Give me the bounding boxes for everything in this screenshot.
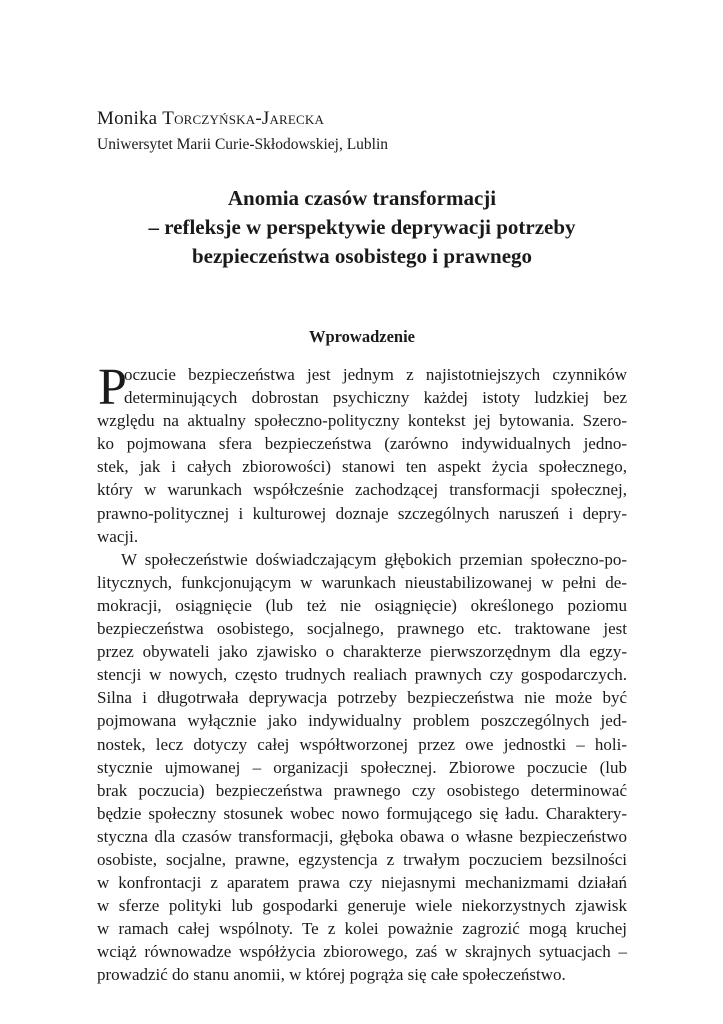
text-line: w konfrontacji z aparatem prawa czy niejasnymi mechanizmami działań — [97, 873, 627, 893]
text-line: wciąż równowadze współżycia zbiorowego, zaś w skrajnych sytuacjach – — [97, 942, 627, 962]
text-line: przez obywateli jako zjawisko o charakterze pierwszorzędnym dla egzy- — [97, 642, 627, 662]
author-affiliation: Uniwersytet Marii Curie-Skłodowskiej, Lublin — [97, 136, 389, 153]
drop-cap: P — [98, 359, 127, 416]
text-line: determinujących dobrostan psychiczny każdej istoty ludzkiej bez — [124, 388, 627, 408]
author-first-name: Monika — [97, 108, 158, 129]
text-line: względu na aktualny społeczno-polityczny kontekst jej bytowania. Szero- — [97, 411, 627, 431]
text-line: prawno-politycznej i kulturowej doznaje szczególnych naruszeń i depry- — [97, 503, 627, 523]
text-line: osobiste, socjalne, prawne, egzystencja z trwałym poczuciem bezsilności — [97, 849, 627, 869]
text-line: styczna dla czasów transformacji, głęboka obawa o własne bezpieczeństwo — [97, 826, 627, 846]
text-line: bezpieczeństwa osobistego, socjalnego, prawnego etc. traktowane jest — [97, 619, 627, 639]
paragraph-1 — [97, 359, 627, 548]
text-line: mokracji, osiągnięcie (lub też nie osiągnięcie) określonego poziomu — [97, 595, 627, 615]
article-title — [97, 184, 627, 271]
text-line: nostek, lecz dotyczy całej współtworzonej przez owe jednostki – holi- — [97, 734, 627, 754]
text-line: W społeczeństwie doświadczającym głębokich przemian społeczno-po- — [121, 549, 627, 569]
paragraph-2 — [97, 548, 627, 987]
text-line: będzie społeczny stosunek wobec nowo formującego się ładu. Charaktery- — [97, 803, 627, 823]
text-line: prowadzić do stanu anomii, w której pogrąża się całe społeczeństwo. — [97, 965, 566, 985]
text-line: litycznych, funkcjonującym w warunkach nieustabilizowanej w pełni de- — [97, 572, 627, 592]
text-line: stycznie ujmowanej – organizacji społecznej. Zbiorowe poczucie (lub — [97, 757, 627, 777]
text-line: który w warunkach współcześnie zachodzącej transformacji społecznej, — [97, 480, 627, 500]
title-line: Anomia czasów transformacji — [227, 186, 497, 210]
title-line: bezpieczeństwa osobistego i prawnego — [191, 244, 533, 268]
body-text — [97, 359, 627, 987]
text-line: brak poczucia) bezpieczeństwa prawnego czy osobistego determinować — [97, 780, 627, 800]
text-line: stencji w nowych, często trudnych realiach prawnych czy gospodarczych. — [97, 665, 627, 685]
author-name — [97, 107, 324, 131]
text-line: pojmowana wyłącznie jako indywidualny problem poszczególnych jed- — [97, 711, 627, 731]
text-line: stek, jak i całych zbiorowości) stanowi ten aspekt życia społecznego, — [97, 457, 627, 477]
text-line: ko pojmowana sfera bezpieczeństwa (zarówno indywidualnych jedno- — [97, 434, 627, 454]
title-line: – refleksje w perspektywie deprywacji potrzeby — [148, 215, 576, 239]
text-line: w sferze polityki lub gospodarki generuje wiele niekorzystnych zjawisk — [97, 896, 627, 916]
text-line: w ramach całej wspólnoty. Te z kolei poważnie zagrozić mogą kruchej — [97, 919, 627, 939]
text-line: oczucie bezpieczeństwa jest jednym z najistotniejszych czynników — [124, 365, 627, 384]
section-heading: Wprowadzenie — [308, 327, 416, 346]
text-line: wacji. — [97, 526, 139, 546]
text-line: Silna i długotrwała deprywacja potrzeby bezpieczeństwa nie może być — [97, 688, 627, 708]
author-surname: Torczyńska-Jarecka — [162, 108, 325, 129]
